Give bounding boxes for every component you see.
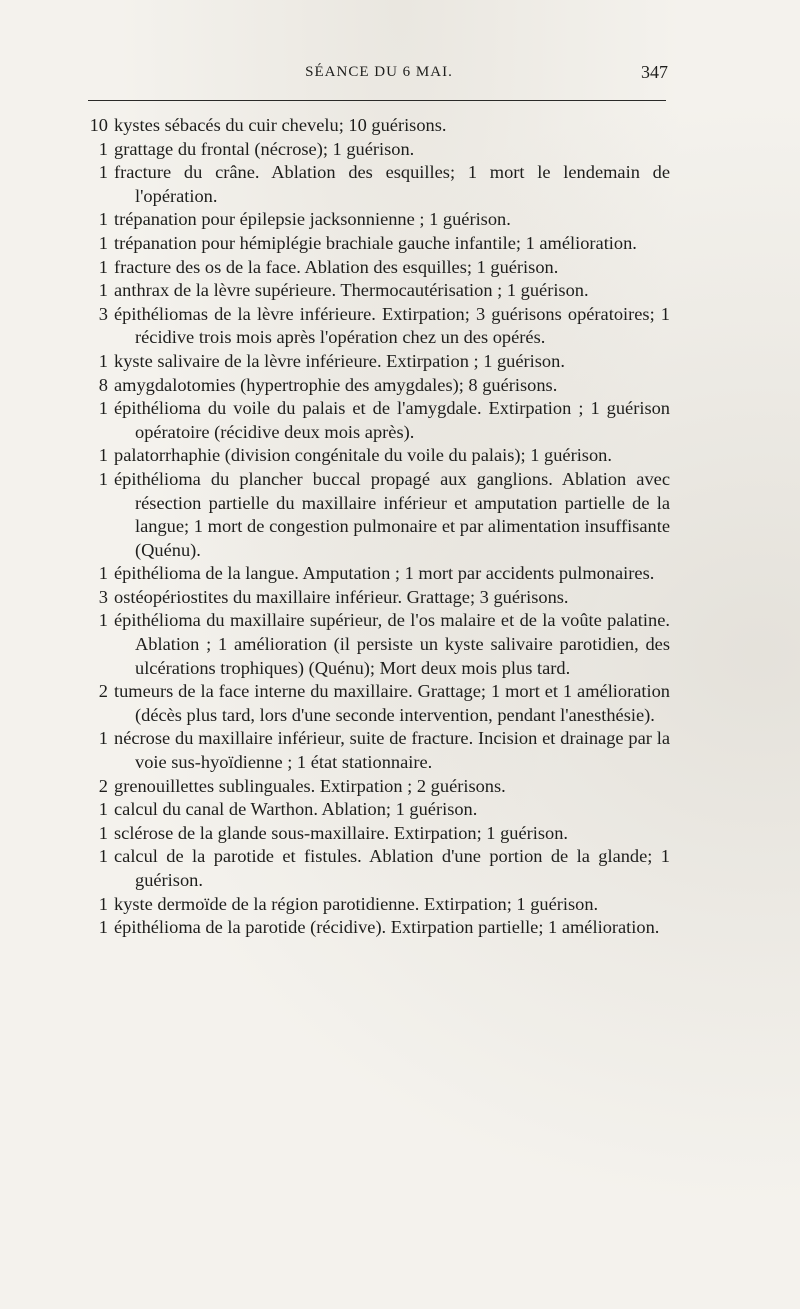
case-entry: [80, 161, 670, 208]
case-count: 1: [98, 468, 108, 489]
case-description: trépanation pour hémiplégie brachiale gauche infantile; 1 amélioration.: [114, 232, 637, 253]
case-description: amygdalotomies (hypertrophie des amygdales); 8 guérisons.: [114, 374, 558, 395]
case-count: 1: [98, 799, 108, 820]
case-count: 1: [98, 209, 108, 230]
case-count: 1: [98, 445, 108, 466]
case-count: 1: [98, 728, 108, 749]
case-description: tumeurs de la face interne du maxillaire. Grattage; 1 mort et 1 amélioration (décès plus tard, lors d'une seconde intervention, pendant l'anesthésie).: [114, 681, 670, 725]
case-description: anthrax de la lèvre supérieure. Thermocautérisation ; 1 guérison.: [114, 280, 589, 301]
case-entry: [80, 444, 670, 468]
case-entry: [80, 727, 670, 774]
case-count: 2: [98, 681, 108, 702]
case-count: 1: [98, 256, 108, 277]
case-count: 3: [98, 586, 108, 607]
page-number: 347: [641, 62, 668, 82]
case-description: calcul du canal de Warthon. Ablation; 1 guérison.: [114, 799, 478, 820]
case-description: épithélioma de la parotide (récidive). Extirpation partielle; 1 amélioration.: [114, 917, 660, 938]
case-entry: [80, 609, 670, 680]
case-description: épithélioma du maxillaire supérieur, de l'os malaire et de la voûte palatine. Ablation ; 1 amélioration (il persiste un kyste salivaire parotidien, des ulcérations trophiques) (Quénu); Mort deux mois plus tard.: [114, 610, 670, 678]
header-rule: [88, 100, 666, 101]
case-entry: [80, 680, 670, 727]
case-entry: [80, 303, 670, 350]
case-entry: [80, 374, 670, 398]
case-description: grenouillettes sublinguales. Extirpation ; 2 guérisons.: [114, 775, 506, 796]
case-count: 8: [98, 374, 108, 395]
case-entry: [80, 279, 670, 303]
case-count: 1: [98, 280, 108, 301]
case-description: palatorrhaphie (division congénitale du voile du palais); 1 guérison.: [114, 445, 612, 466]
case-description: fracture du crâne. Ablation des esquilles; 1 mort le lendemain de l'opération.: [114, 162, 670, 206]
case-count: 2: [98, 775, 108, 796]
case-description: calcul de la parotide et fistules. Ablation d'une portion de la glande; 1 guérison.: [114, 846, 670, 890]
case-entry: [80, 586, 670, 610]
case-description: grattage du frontal (nécrose); 1 guérison.: [114, 138, 415, 159]
case-description: épithélioma du plancher buccal propagé aux ganglions. Ablation avec résection partielle du maxillaire inférieur et amputation partielle de la langue; 1 mort de congestion pulmonaire et par alimentation insuffisante (Quénu).: [114, 468, 670, 560]
case-count: 10: [89, 115, 108, 135]
case-count: 1: [98, 232, 108, 253]
case-entry: [80, 775, 670, 799]
case-description: kyste dermoïde de la région parotidienne. Extirpation; 1 guérison.: [114, 893, 599, 914]
case-entry: [80, 350, 670, 374]
case-count: 1: [98, 893, 108, 914]
case-description: épithélioma du voile du palais et de l'amygdale. Extirpation ; 1 guérison opératoire (récidive deux mois après).: [114, 398, 670, 442]
case-count: 1: [98, 563, 108, 584]
case-list: [80, 114, 670, 940]
case-count: 1: [98, 138, 108, 159]
case-entry: [80, 256, 670, 280]
case-description: fracture des os de la face. Ablation des esquilles; 1 guérison.: [114, 256, 559, 277]
case-entry: [80, 916, 670, 940]
case-description: épithélioma de la langue. Amputation ; 1 mort par accidents pulmonaires.: [114, 563, 655, 584]
case-description: trépanation pour épilepsie jacksonnienne ; 1 guérison.: [114, 209, 511, 230]
case-count: 1: [98, 610, 108, 631]
case-count: 1: [98, 350, 108, 371]
page-header: [88, 62, 670, 88]
running-title: SÉANCE DU 6 MAI.: [305, 64, 453, 80]
case-description: épithéliomas de la lèvre inférieure. Extirpation; 3 guérisons opératoires; 1 récidive trois mois après l'opération chez un des opérés.: [114, 303, 670, 348]
case-entry: [80, 798, 670, 822]
case-description: ostéopériostites du maxillaire inférieur. Grattage; 3 guérisons.: [114, 586, 569, 607]
case-count: 1: [98, 398, 108, 419]
case-description: kystes sébacés du cuir chevelu; 10 guérisons.: [114, 115, 447, 135]
case-entry: [80, 822, 670, 846]
case-entry: [80, 138, 670, 162]
case-count: 1: [98, 846, 108, 867]
case-description: sclérose de la glande sous-maxillaire. Extirpation; 1 guérison.: [114, 822, 569, 843]
case-entry: [80, 232, 670, 256]
case-entry: [80, 893, 670, 917]
case-count: 1: [98, 162, 108, 183]
case-count: 1: [98, 822, 108, 843]
case-entry: [80, 562, 670, 586]
case-description: nécrose du maxillaire inférieur, suite de fracture. Incision et drainage par la voie sus-hyoïdienne ; 1 état stationnaire.: [114, 728, 670, 773]
case-count: 3: [98, 303, 108, 324]
case-entry: [80, 468, 670, 562]
case-entry: [80, 397, 670, 444]
case-entry: [80, 114, 670, 138]
case-entry: [80, 208, 670, 232]
case-entry: [80, 845, 670, 892]
case-description: kyste salivaire de la lèvre inférieure. Extirpation ; 1 guérison.: [114, 350, 565, 371]
case-count: 1: [98, 917, 108, 938]
